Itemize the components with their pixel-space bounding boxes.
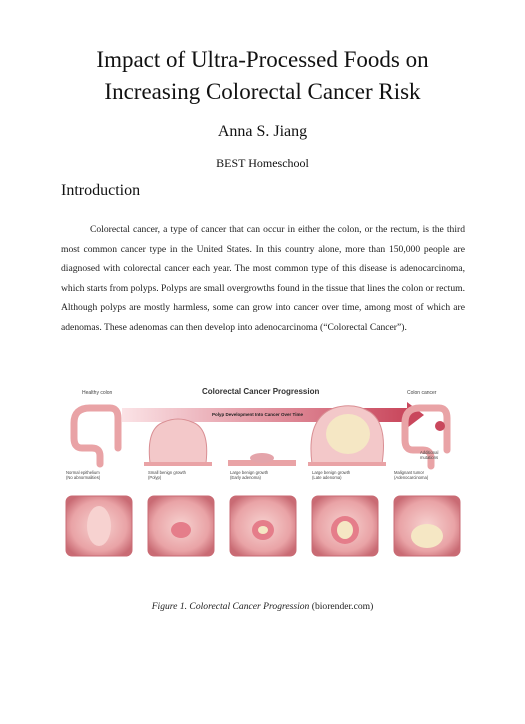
affiliation: BEST Homeschool <box>216 156 309 170</box>
stage-label: Small benign growth (Polyp) <box>148 470 186 480</box>
adenoma-early-icon <box>228 453 296 466</box>
progression-figure <box>62 378 462 590</box>
arrow-label: Polyp Development Into Cancer Over Time <box>212 412 303 417</box>
section-heading: Introduction <box>61 182 141 199</box>
title-line-2: Increasing Colorectal Cancer Risk <box>104 79 421 104</box>
figure-title: Colorectal Cancer Progression <box>202 387 320 396</box>
stage-tube-3 <box>230 496 296 556</box>
paper-title <box>0 44 525 108</box>
stage-tube-2 <box>148 496 214 556</box>
stage-label: Large benign growth (Early adenoma) <box>230 470 269 480</box>
stage-tube-5 <box>394 496 460 556</box>
polyp-small-icon <box>144 419 212 466</box>
stage-label: Malignant tumor (Adenocarcinoma) <box>394 470 429 480</box>
mutations-label: Additional mutations <box>420 450 439 460</box>
caption-source: (biorender.com) <box>309 601 374 612</box>
intro-paragraph: Colorectal cancer, a type of cancer that can occur in either the colon, or the rectum, is the third most common cancer type in the United States. In this country alone, more than 150,000 people are diagnosed with colorectal cancer each year. The most common type of this disease is adenocarcinoma, which starts from polyps. Polyps are small overgrowths found in the tissue that lines the colon or rectum. Although polyps are mostly harmless, some can grow into cancer over time, among most of which are adenomas. These adenomas can then develop into adenocarcinoma (“Colorectal Cancer”). <box>61 224 465 333</box>
stage-tube-4 <box>312 496 378 556</box>
stage-label: Normal epithelium (No abnormalities) <box>66 470 101 480</box>
healthy-colon-icon <box>74 408 118 464</box>
figure-illustration <box>62 378 462 590</box>
cancer-label: Colon cancer <box>407 390 437 396</box>
stage-tube-1 <box>66 496 132 556</box>
caption-italic: Figure 1. Colorectal Cancer Progression <box>151 601 310 612</box>
figure-caption <box>0 601 525 612</box>
title-line-1: Impact of Ultra-Processed Foods on <box>96 47 429 72</box>
stage-label: Large benign growth (Late adenoma) <box>312 470 351 480</box>
author-name: Anna S. Jiang <box>217 123 308 140</box>
healthy-label: Healthy colon <box>82 390 113 396</box>
